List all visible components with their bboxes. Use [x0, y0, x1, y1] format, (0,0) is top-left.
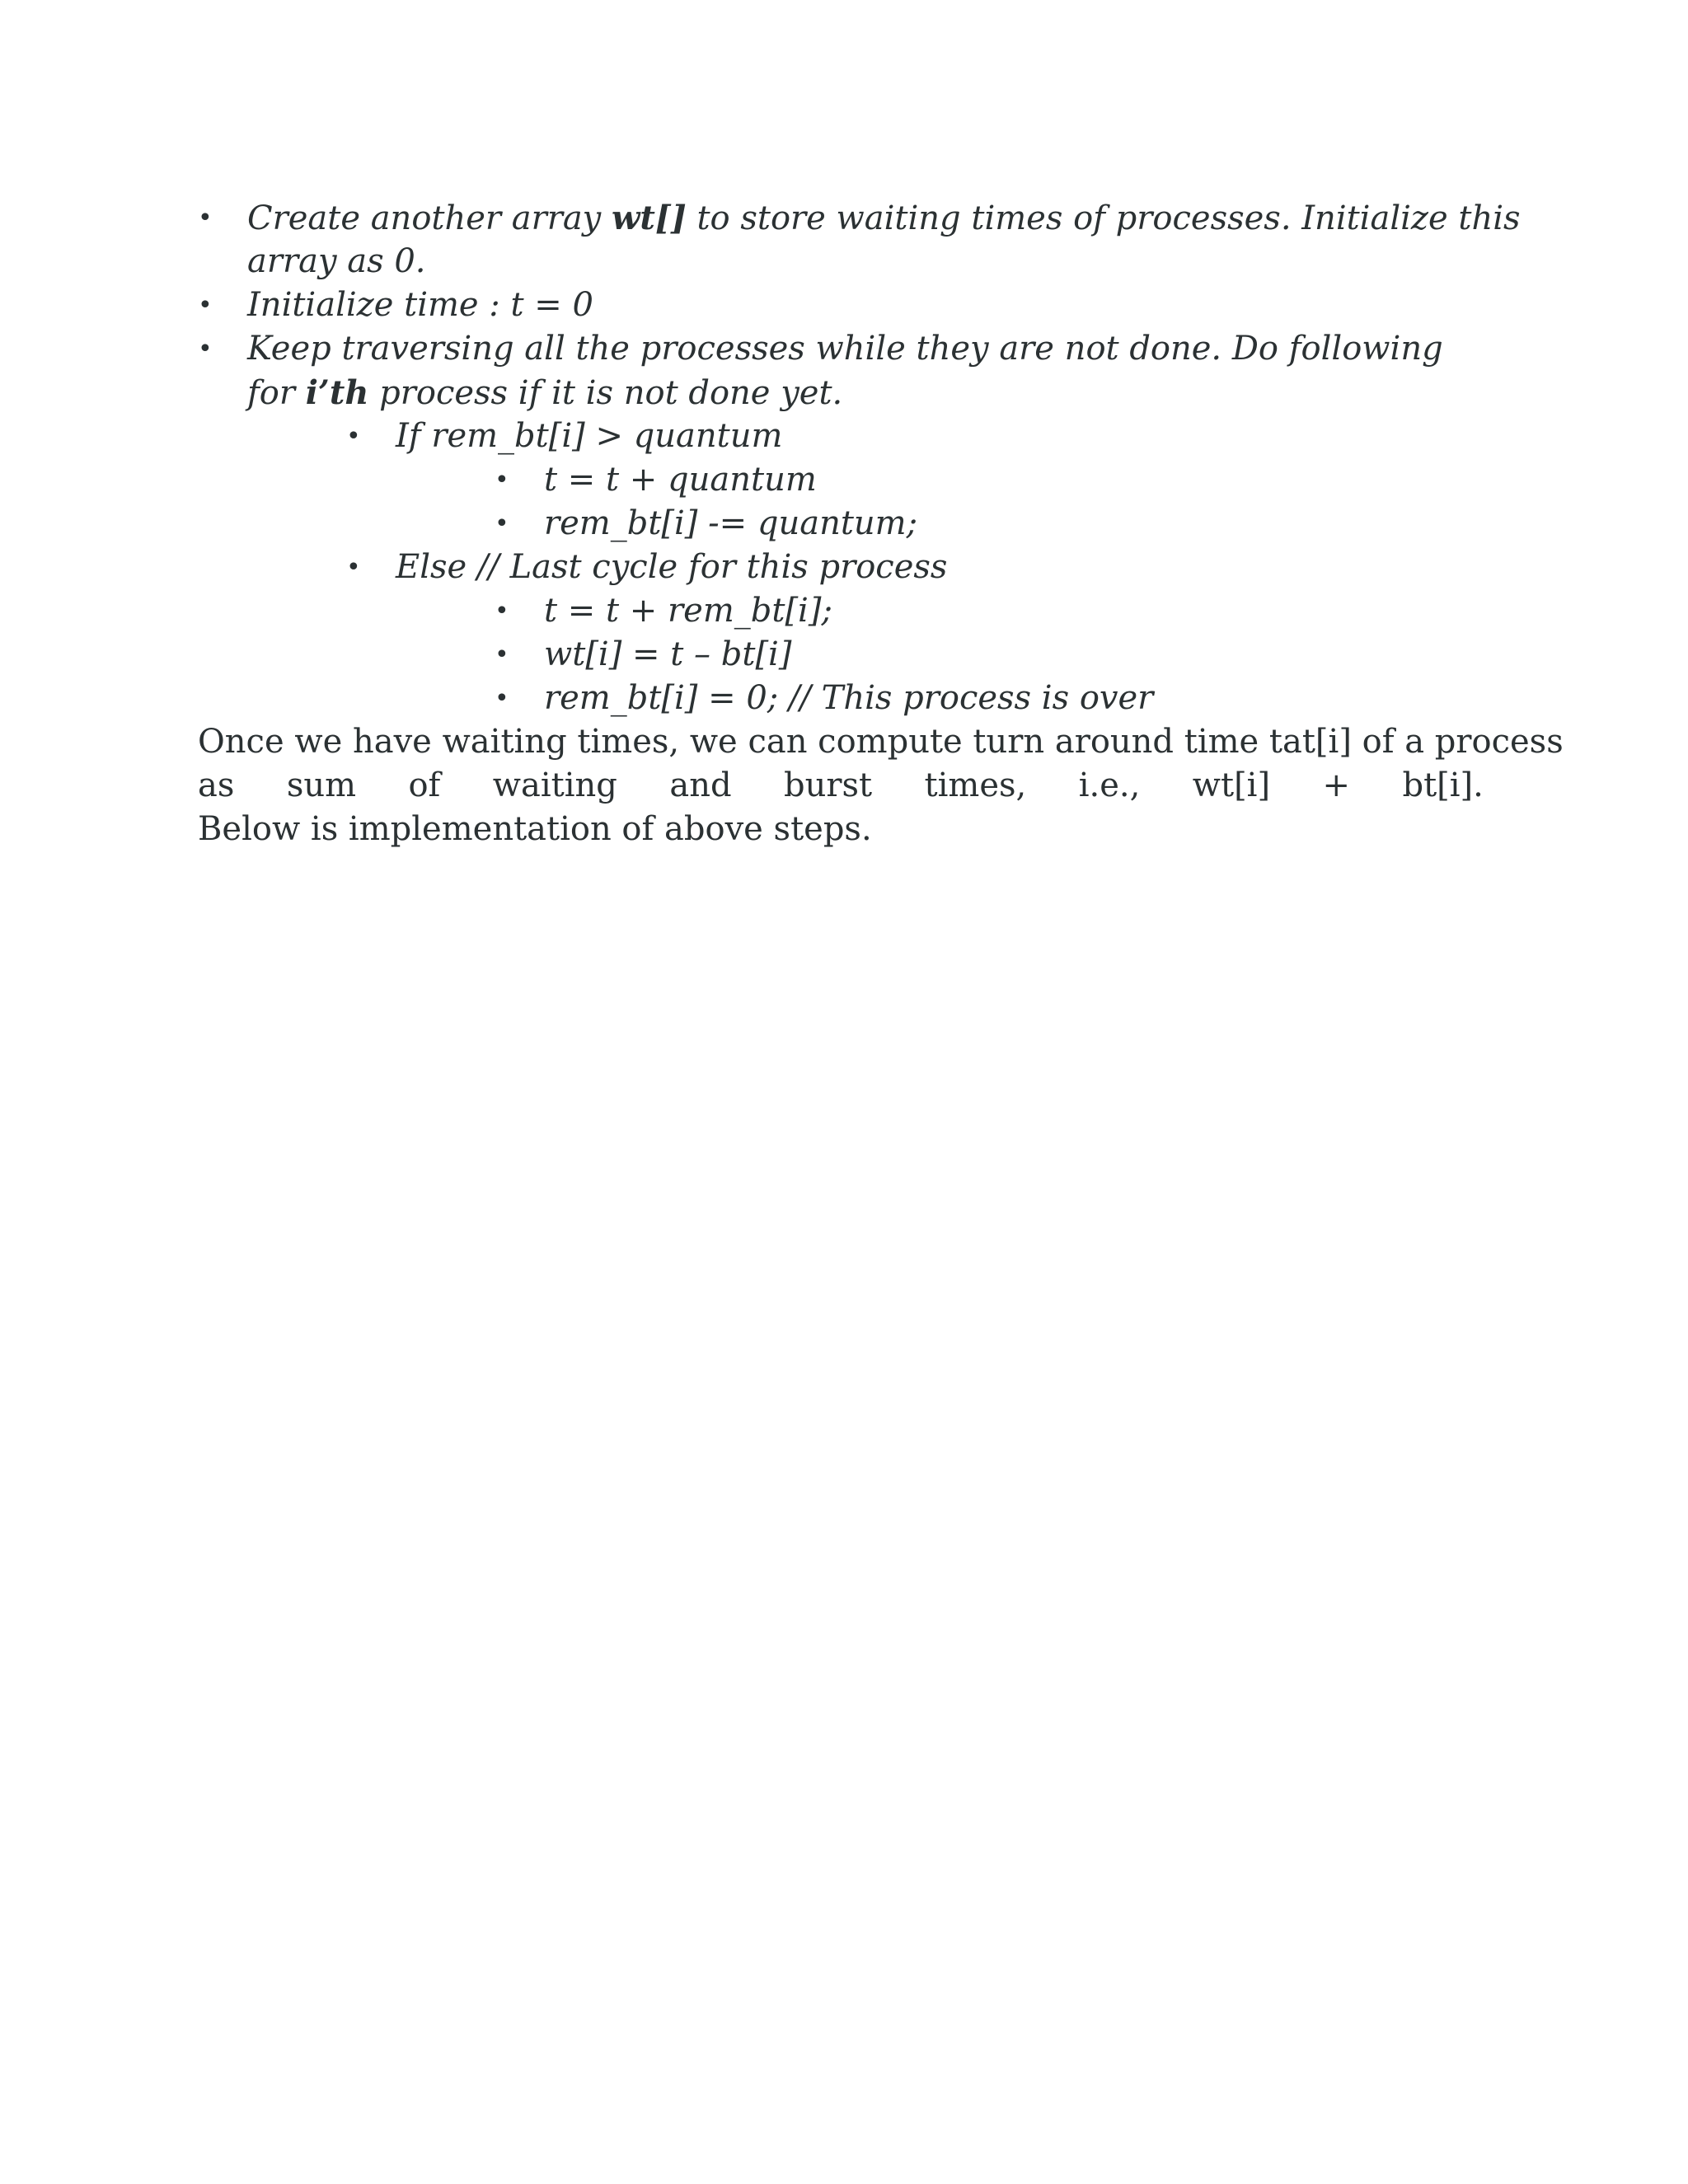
- list-item: [198, 284, 1484, 327]
- sub-sub-list-item: [198, 458, 1484, 502]
- word: wt[i]: [1192, 766, 1271, 804]
- bullet: •: [198, 335, 213, 363]
- paragraph-line-justified: [198, 764, 1484, 808]
- paragraph-line: [198, 720, 1564, 764]
- bullet: •: [346, 553, 361, 582]
- word: bt[i].: [1402, 766, 1484, 804]
- text: Below is implementation of above steps.: [198, 810, 872, 848]
- word: sum: [286, 766, 357, 804]
- text: Keep traversing all the processes while they are not done. Do following: [247, 330, 1443, 368]
- word: i.e.,: [1078, 766, 1141, 804]
- text: rem_bt[i] -= quantum;: [544, 504, 918, 542]
- bold-text: i’th: [305, 373, 369, 412]
- text: Else // Last cycle for this process: [396, 548, 948, 586]
- bullet: •: [495, 509, 509, 538]
- text: t = t + quantum: [544, 461, 817, 499]
- text: t = t + rem_bt[i];: [544, 592, 832, 630]
- word: times,: [924, 766, 1027, 804]
- text: rem_bt[i] = 0; // This process is over: [544, 679, 1154, 717]
- word: as: [198, 766, 235, 804]
- word: and: [669, 766, 732, 804]
- sub-sub-list-item: [198, 677, 1484, 720]
- bullet: •: [198, 204, 213, 232]
- text: wt[i] = t – bt[i]: [544, 635, 792, 673]
- document-page: [198, 196, 1564, 851]
- text: process if it is not done yet.: [368, 374, 843, 412]
- bullet: •: [495, 640, 509, 669]
- list-item-continuation: [198, 371, 1484, 415]
- word: +: [1322, 766, 1351, 804]
- justified-words: [198, 764, 1484, 808]
- text: Initialize time : t = 0: [247, 286, 593, 324]
- bullet: •: [495, 597, 509, 626]
- text: to store waiting times of processes. Initialize this: [686, 199, 1521, 237]
- bold-text: wt[]: [612, 199, 687, 237]
- sub-sub-list-item: [198, 633, 1484, 677]
- bullet: •: [495, 466, 509, 494]
- paragraph-line: [198, 808, 1484, 851]
- sub-list-item: [198, 415, 1484, 458]
- text: Create another array: [247, 199, 612, 237]
- sub-sub-list-item: [198, 589, 1484, 633]
- sub-list-item: [198, 546, 1484, 589]
- bullet: •: [495, 684, 509, 713]
- word: burst: [784, 766, 873, 804]
- text: If rem_bt[i] > quantum: [396, 417, 783, 455]
- text: Once we have waiting times, we can compute turn around time tat[i] of a process: [198, 723, 1564, 761]
- word: of: [408, 766, 441, 804]
- sub-sub-list-item: [198, 502, 1484, 546]
- list-item: [198, 327, 1484, 371]
- bullet: •: [198, 291, 213, 320]
- text: array as 0.: [247, 242, 426, 280]
- word: waiting: [492, 766, 617, 804]
- text: for: [247, 374, 306, 412]
- bullet: •: [346, 422, 361, 451]
- list-item: [198, 196, 1521, 240]
- list-item-continuation: [198, 240, 1484, 284]
